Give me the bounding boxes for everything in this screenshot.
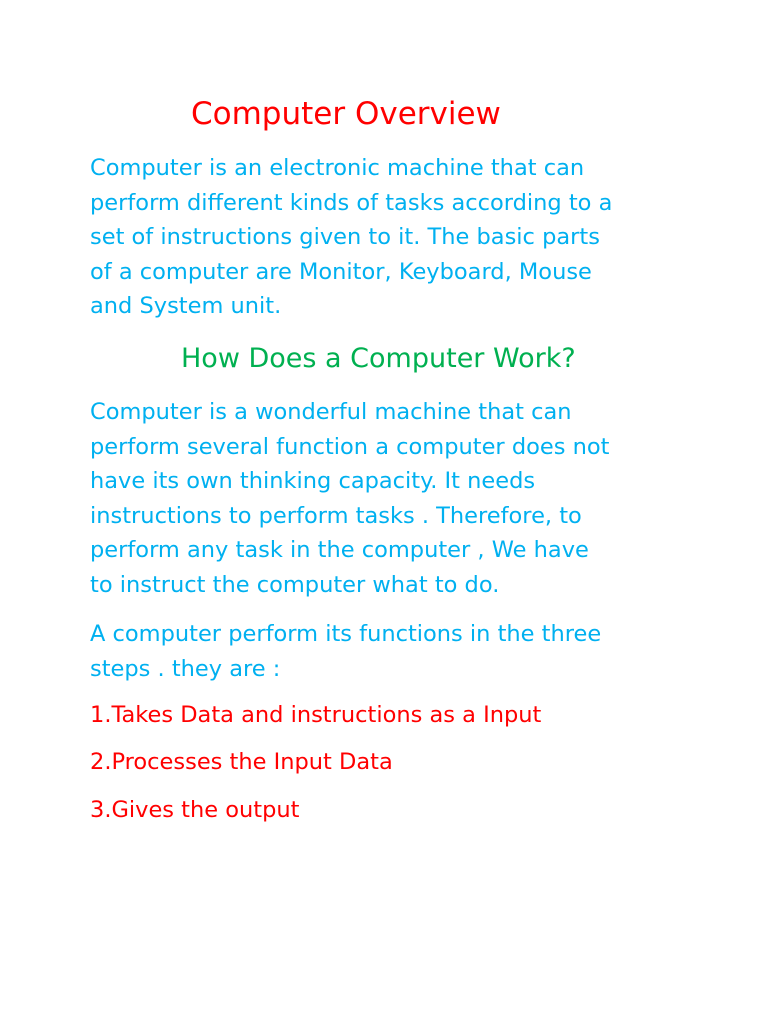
explanation-paragraph: Computer is a wonderful machine that can perform several function a computer does not have its own thinking capacity. It needs instructions to perform tasks . Therefore, to perform any task in the computer , We have to instruct the computer what to do. — [90, 399, 610, 598]
page-title: Computer Overview — [191, 96, 501, 132]
step-item: 3.Gives the output — [90, 797, 300, 823]
intro-paragraph: Computer is an electronic machine that can perform different kinds of tasks according to a set of instructions given to it. The basic parts of a computer are Monitor, Keyboard, Mouse and System unit. — [90, 155, 613, 320]
step-item: 1.Takes Data and instructions as a Input — [90, 702, 542, 728]
steps-intro-paragraph: A computer perform its functions in the three steps . they are : — [90, 621, 602, 682]
section-heading: How Does a Computer Work? — [181, 343, 576, 374]
step-item: 2.Processes the Input Data — [90, 749, 393, 775]
